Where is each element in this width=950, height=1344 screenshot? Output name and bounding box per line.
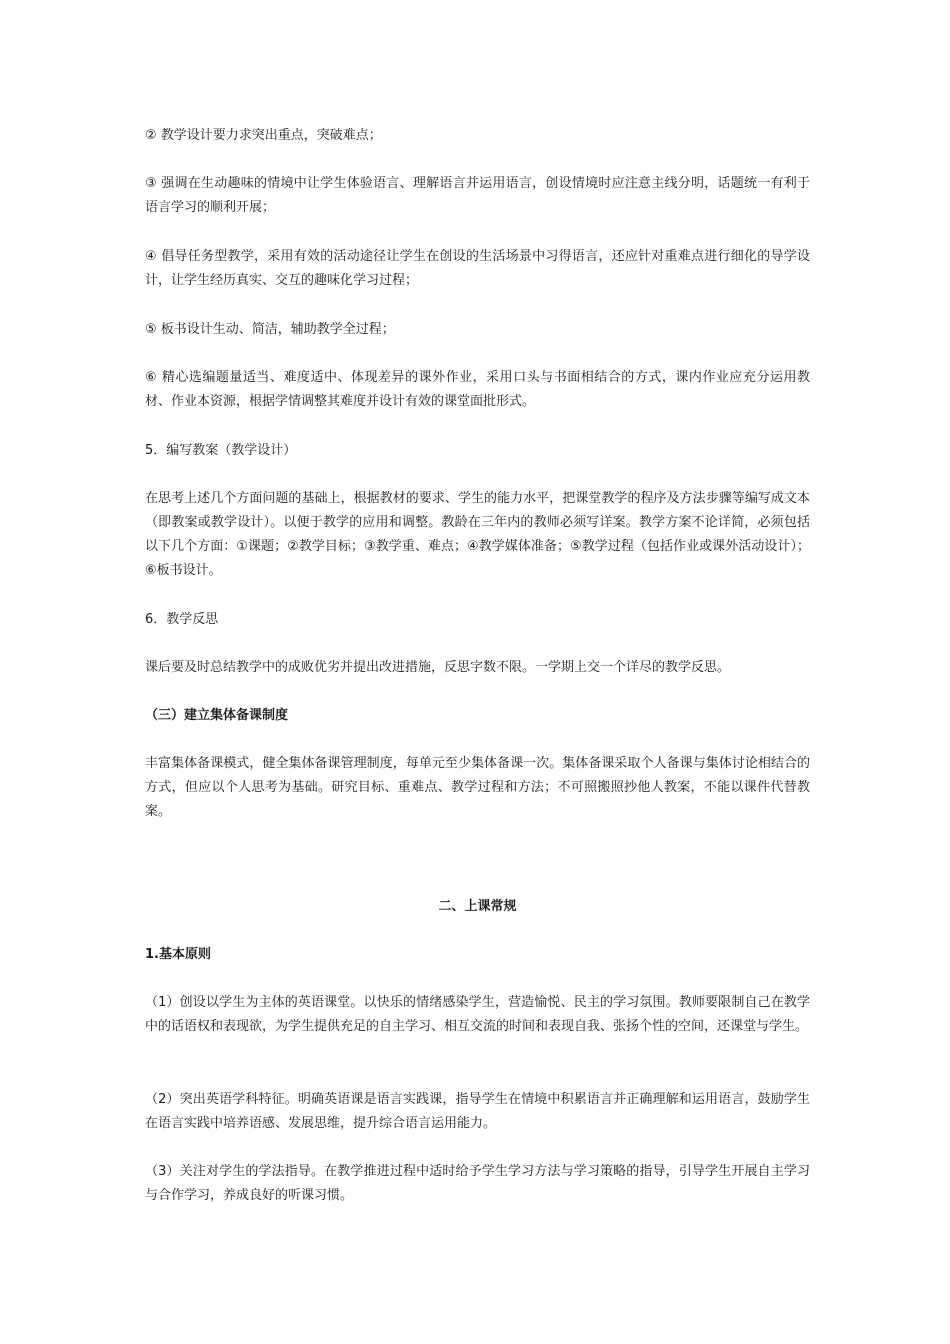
heading-basic-principles: 1.基本原则 bbox=[145, 947, 211, 962]
paragraph-principle-1: （1）创设以学生为主体的英语课堂。以快乐的情绪感染学生，营造愉悦、民主的学习氛围。教师要限制自己在教学中的话语权和表现欲，为学生提供充足的自主学习、相互交流的时间和表现自我、张扬个性的空间，还课堂与学生。 bbox=[145, 995, 810, 1034]
paragraph-item-5: ⑤ 板书设计生动、简洁，辅助教学全过程； bbox=[145, 322, 395, 337]
paragraph-item-3: ③ 强调在生动趣味的情境中让学生体验语言、理解语言并运用语言，创设情境时应注意主线分明，话题统一有利于语言学习的顺利开展； bbox=[145, 176, 810, 215]
paragraph-principle-2: （2）突出英语学科特征。明确英语课是语言实践课，指导学生在情境中积累语言并正确理解和运用语言，鼓励学生在语言实践中培养语感、发展思维，提升综合语言运用能力。 bbox=[145, 1092, 810, 1131]
paragraph-collective-prep: 丰富集体备课模式，健全集体备课管理制度，每单元至少集体备课一次。集体备课采取个人备课与集体讨论相结合的方式，但应以个人思考为基础。研究目标、重难点、教学过程和方法；不可照搬照抄他人教案，不能以课件代替教案。 bbox=[145, 756, 810, 819]
paragraph-reflection: 课后要及时总结教学中的成败优劣并提出改进措施，反思字数不限。一学期上交一个详尽的教学反思。 bbox=[145, 660, 731, 675]
heading-lesson-plan: 5．编写教案（教学设计） bbox=[145, 443, 297, 458]
heading-collective-prep: （三）建立集体备课制度 bbox=[145, 708, 289, 723]
section-title: 二、上课常规 bbox=[438, 899, 517, 914]
paragraph-item-2: ② 教学设计要力求突出重点，突破难点； bbox=[145, 128, 382, 143]
paragraph-item-6: ⑥ 精心选编题量适当、难度适中、体现差异的课外作业，采用口头与书面相结合的方式，课内作业应充分运用教材、作业本资源，根据学情调整其难度并设计有效的课堂面批形式。 bbox=[145, 370, 810, 409]
paragraph-lesson-plan: 在思考上述几个方面问题的基础上，根据教材的要求、学生的能力水平，把课堂教学的程序及方法步骤等编写成文本（即教案或教学设计）。以便于教学的应用和调整。教龄在三年内的教师必须写详案。教学方案不论详简，必须包括以下几个方面：①课题；②教学目标；③教学重、难点；④教学媒体准备；⑤教学过程（包括作业或课外活动设计）；⑥板书设计。 bbox=[145, 491, 810, 578]
heading-reflection: 6．教学反思 bbox=[145, 612, 219, 627]
paragraph-principle-3: （3）关注对学生的学法指导。在教学推进过程中适时给予学生学习方法与学习策略的指导，引导学生开展自主学习与合作学习，养成良好的听课习惯。 bbox=[145, 1164, 810, 1203]
paragraph-item-4: ④ 倡导任务型教学，采用有效的活动途径让学生在创设的生活场景中习得语言，还应针对重难点进行细化的导学设计，让学生经历真实、交互的趣味化学习过程； bbox=[145, 249, 810, 288]
